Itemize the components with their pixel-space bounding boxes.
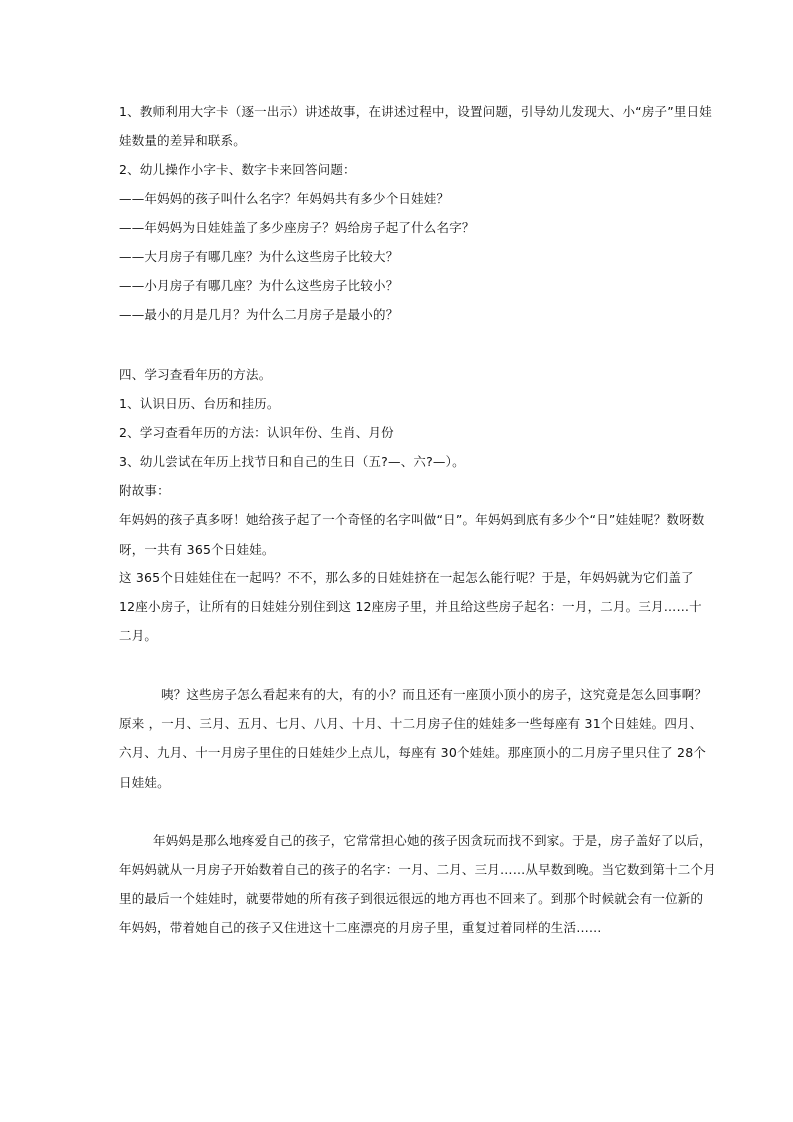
text-line: ——小月房子有哪几座？为什么这些房子比较小？ xyxy=(119,278,399,293)
text-line: 1、教师利用大字卡（逐一出示）讲述故事，在讲述过程中，设置问题，引导幼儿发现大、小“房子”里日娃 xyxy=(119,104,713,119)
text-line: 这 365个日娃娃住在一起吗？不不，那么多的日娃娃挤在一起怎么能行呢？于是，年妈妈就为它们盖了 xyxy=(119,570,694,585)
text-line: 二月。 xyxy=(119,628,158,643)
text-line: 12座小房子，让所有的日娃娃分别住到这 12座房子里，并且给这些房子起名：一月，二月。三月……十 xyxy=(119,599,702,614)
text-line: ——年妈妈为日娃娃盖了多少座房子？妈给房子起了什么名字？ xyxy=(119,220,475,235)
text-line: 六月、九月、十一月房子里住的日娃娃少上点儿，每座有 30个娃娃。那座顶小的二月房子里只住了 28个 xyxy=(119,745,707,760)
text-line: 年妈妈是那么地疼爱自己的孩子，它常常担心她的孩子因贪玩而找不到家。于是，房子盖好了以后， xyxy=(153,833,712,848)
text-line: 咦？这些房子怎么看起来有的大，有的小？而且还有一座顶小顶小的房子，这究竟是怎么回事啊？ xyxy=(161,687,708,702)
text-line: 娃数量的差异和联系。 xyxy=(119,133,247,148)
text-line: 2、幼儿操作小字卡、数字卡来回答问题： xyxy=(119,162,356,177)
text-line: 里的最后一个娃娃时，就要带她的所有孩子到很远很远的地方再也不回来了。到那个时候就会有一位新的 xyxy=(119,891,704,906)
text-line: 3、幼儿尝试在年历上找节日和自己的生日（五?—、六?—）。 xyxy=(119,454,465,469)
text-line: 呀，一共有 365个日娃娃。 xyxy=(119,542,275,557)
text-line: 日娃娃。 xyxy=(119,775,170,790)
section-heading: 四、学习查看年历的方法。 xyxy=(119,367,272,382)
text-line: 2、学习查看年历的方法：认识年份、生肖、月份 xyxy=(119,425,394,440)
text-line: 年妈妈，带着她自己的孩子又住进这十二座漂亮的月房子里，重复过着同样的生活…… xyxy=(119,920,602,935)
text-line: 原来 ，一月、三月、五月、七月、八月、十月、十二月房子住的娃娃多一些每座有 31个日娃娃。四月、 xyxy=(119,716,703,731)
text-line: ——最小的月是几月？为什么二月房子是最小的？ xyxy=(119,307,399,322)
text-line: 年妈妈的孩子真多呀！她给孩子起了一个奇怪的名字叫做“日”。年妈妈到底有多少个“日”娃娃呢？数呀数 xyxy=(119,512,705,527)
text-line: ——年妈妈的孩子叫什么名字？年妈妈共有多少个日娃娃？ xyxy=(119,191,450,206)
text-line: 附故事： xyxy=(119,483,170,498)
text-line: 1、认识日历、台历和挂历。 xyxy=(119,396,280,411)
text-line: 年妈妈就从一月房子开始数着自己的孩子的名字：一月、二月、三月……从早数到晚。当它数到第十二个月 xyxy=(119,862,716,877)
text-line: ——大月房子有哪几座？为什么这些房子比较大？ xyxy=(119,249,399,264)
